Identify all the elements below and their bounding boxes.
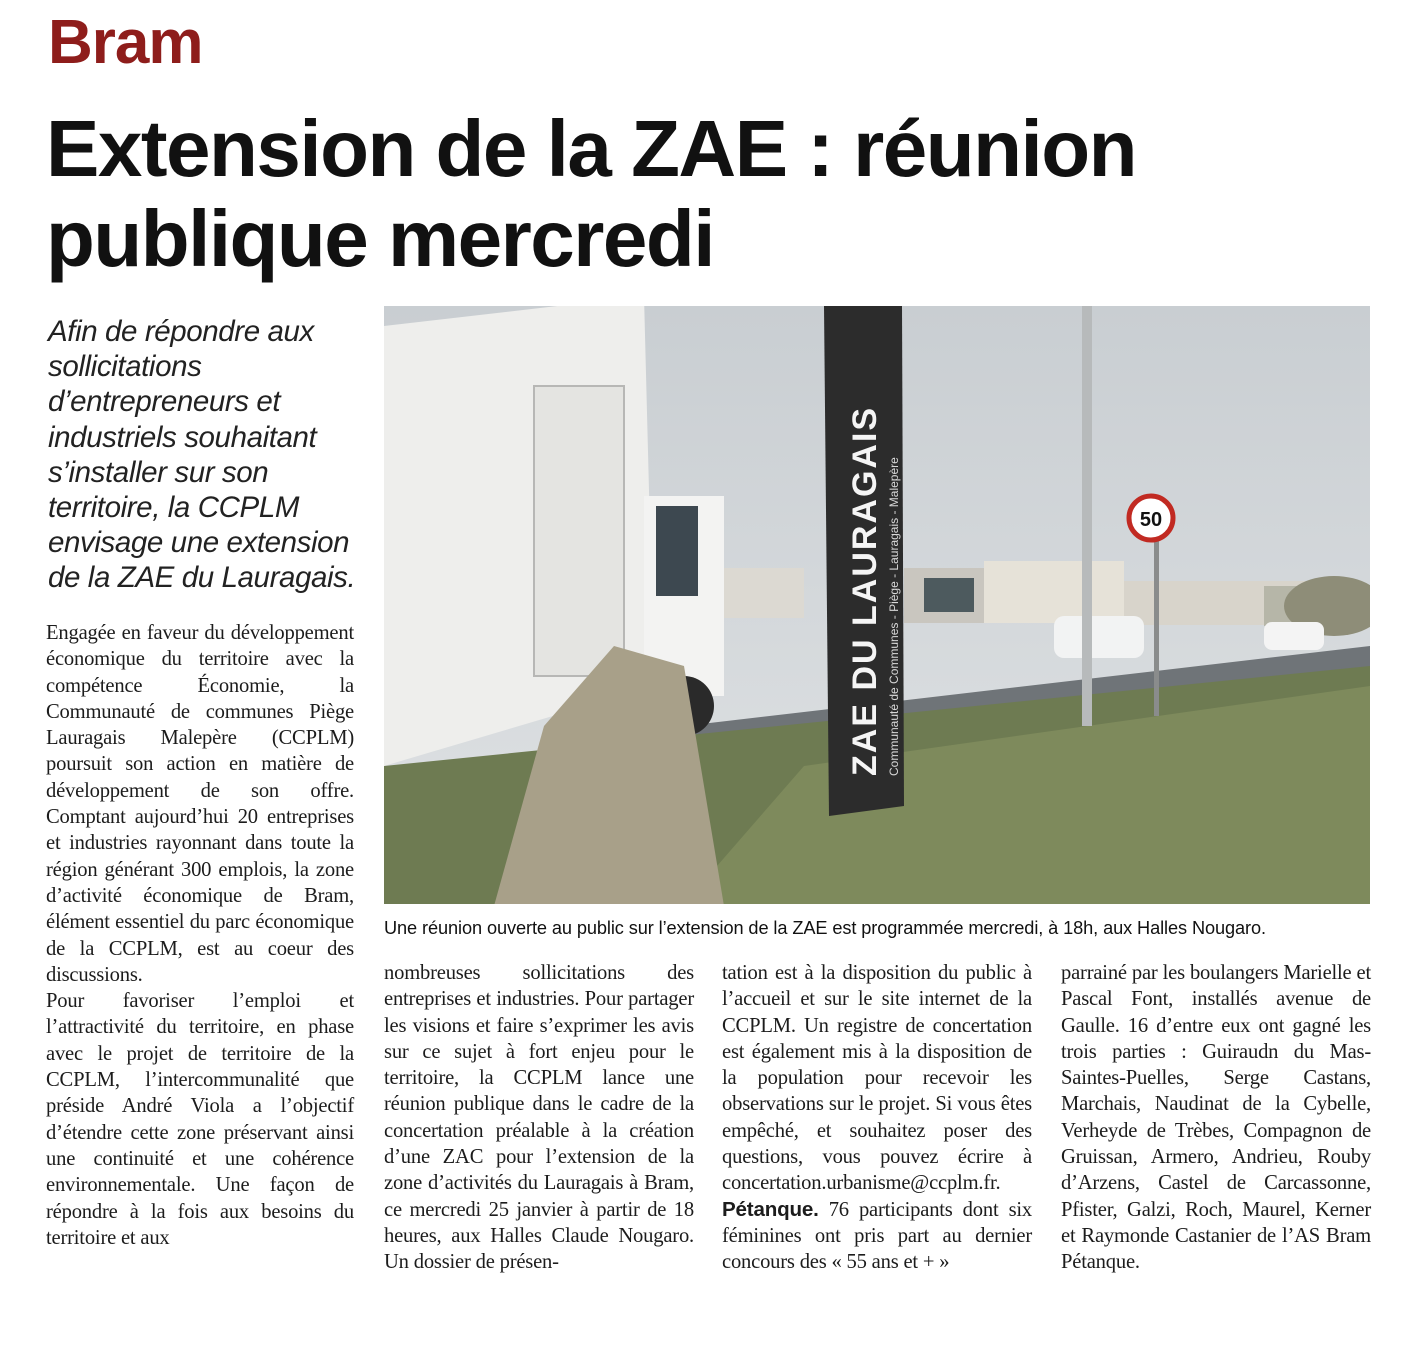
paragraph: nombreuses sollicitations des entreprises et industries. Pour partager les visions et faire s’exprimer les avis sur ce sujet à fort enjeu pour le territoire, la CCPLM lance une réunion publique dans le cadre de la concertation préalable à la création d’une ZAC pour l’extension de la zone d’activités du Lauragais à Bram, ce mercredi 25 janvier à partir de 18 heures, aux Halles Claude Nougaro. Un dossier de présen- bbox=[384, 962, 694, 1274]
section-title: Bram bbox=[48, 8, 203, 77]
paragraph: 76 participants dont six féminines ont pris part au dernier concours des « 55 ans et + » bbox=[722, 1198, 1032, 1274]
brief-lead: Pétanque. bbox=[722, 1197, 819, 1221]
article-column-1 bbox=[46, 620, 354, 1251]
sign-title: ZAE DU LAURAGAIS bbox=[846, 405, 884, 776]
paragraph: Engagée en faveur du développement économique du territoire avec la compétence Économie, la Communauté de communes Piège Lauragais Malepère (CCPLM) poursuit son action en matière de développement de son offre. Comptant aujourd’hui 20 entreprises et industries rayonnant dans toute la région générant 300 emplois, la zone d’activité économique de Bram, élément essentiel du parc économique de la CCPLM, est au coeur des discussions. bbox=[46, 622, 354, 986]
article-column-4 bbox=[1061, 960, 1371, 1276]
paragraph: Pour favoriser l’emploi et l’attractivité du territoire, en phase avec le projet de territoire de la CCPLM, l’intercommunalité que préside André Viola a l’objectif d’étendre cette zone préservant ainsi une continuité et une cohérence environnementale. Une façon de répondre à la fois aux besoins du territoire et aux bbox=[46, 990, 354, 1249]
paragraph: tation est à la disposition du public à l’accueil et sur le site internet de la CCPLM. Un registre de concertation est également mis à la disposition de la population pour recevoir les observations sur le projet. Si vous êtes empêché, et souhaitez poser des questions, vous pouvez écrire à concertation.urbanisme@ccplm.fr. bbox=[722, 962, 1032, 1195]
paragraph: parrainé par les boulangers Marielle et Pascal Font, installés avenue de Gaulle. 16 d’entre eux ont gagné les trois parties : Guiraudn du Mas-Saintes-Puelles, Serge Castans, Marchais, Naudinat de la Cybelle, Verheyde de Trèbes, Compagnon de Gruissan, Armero, Andrieu, Rouby d’Arzens, Castel de Carcassonne, Pfister, Galzi, Roch, Maurel, Kerner et Raymonde Castanier de l’AS Bram Pétanque. bbox=[1061, 962, 1371, 1274]
article-photo bbox=[384, 306, 1370, 904]
lead-paragraph: Afin de répondre aux sollicitations d’entrepreneurs et industriels souhaitant s’installer sur son territoire, la CCPLM envisage une extension de la ZAE du Lauragais. bbox=[48, 315, 356, 595]
article-column-3 bbox=[722, 960, 1032, 1276]
sign-subtitle: Communauté de Communes - Piège - Lauragais - Malepère bbox=[887, 457, 901, 776]
photo-caption: Une réunion ouverte au public sur l’extension de la ZAE est programmée mercredi, à 18h, aux Halles Nougaro. bbox=[384, 918, 1266, 938]
headline: Extension de la ZAE : réunion publique mercredi bbox=[46, 104, 1136, 283]
article-column-2 bbox=[384, 960, 694, 1276]
speed-limit-value: 50 bbox=[1139, 509, 1163, 531]
